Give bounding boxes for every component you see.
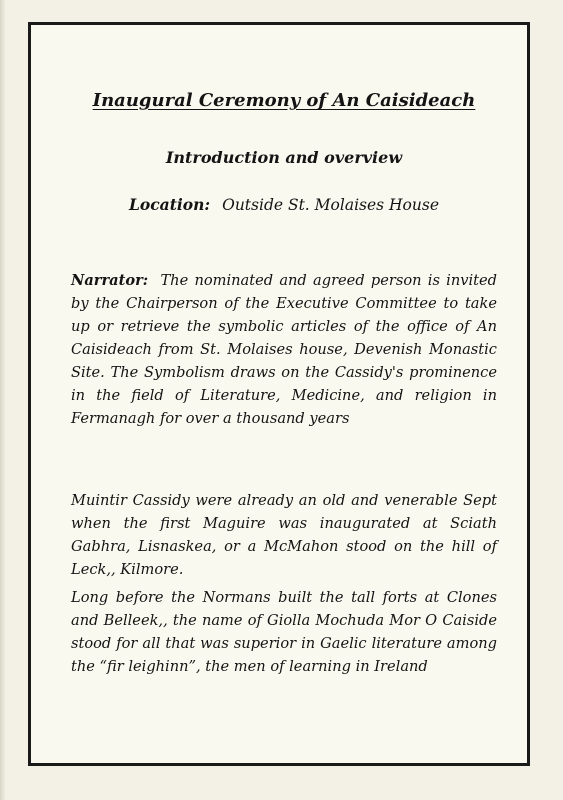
history-paragraph-2: Long before the Normans built the tall forts at Clones and Belleek,, the name of Giolla Mochuda Mor O Caiside stood for all that was superior in Gaelic literature among the “fir leighinn”, the men of learning in Ireland — [71, 589, 497, 675]
history-paragraph-1: Muintir Cassidy were already an old and venerable Sept when the first Maguire was inaugurated at Sciath Gabhra, Lisnaskea, or a McMahon stood on the hill of Leck,, Kilmore. — [71, 492, 497, 578]
location-line — [71, 195, 497, 214]
narrator-paragraph — [71, 269, 497, 430]
narrator-text: The nominated and agreed person is invited by the Chairperson of the Executive Committee to take up or retrieve the symbolic articles of the office of An Caisideach from St. Molaises house, Devenish Monastic Site. The Symbolism draws on the Cassidy's prominence in the field of Literature, Medicine, and religion in Fermanagh for over a thousand years — [71, 272, 498, 427]
location-value: Outside St. Molaises House — [222, 196, 439, 214]
document-title: Inaugural Ceremony of An Caisideach — [92, 90, 476, 111]
scan-edge — [0, 0, 6, 800]
document-frame — [28, 22, 530, 766]
location-label: Location: — [129, 195, 211, 214]
narrator-label: Narrator: — [71, 272, 149, 289]
document-subtitle: Introduction and overview — [165, 148, 403, 167]
